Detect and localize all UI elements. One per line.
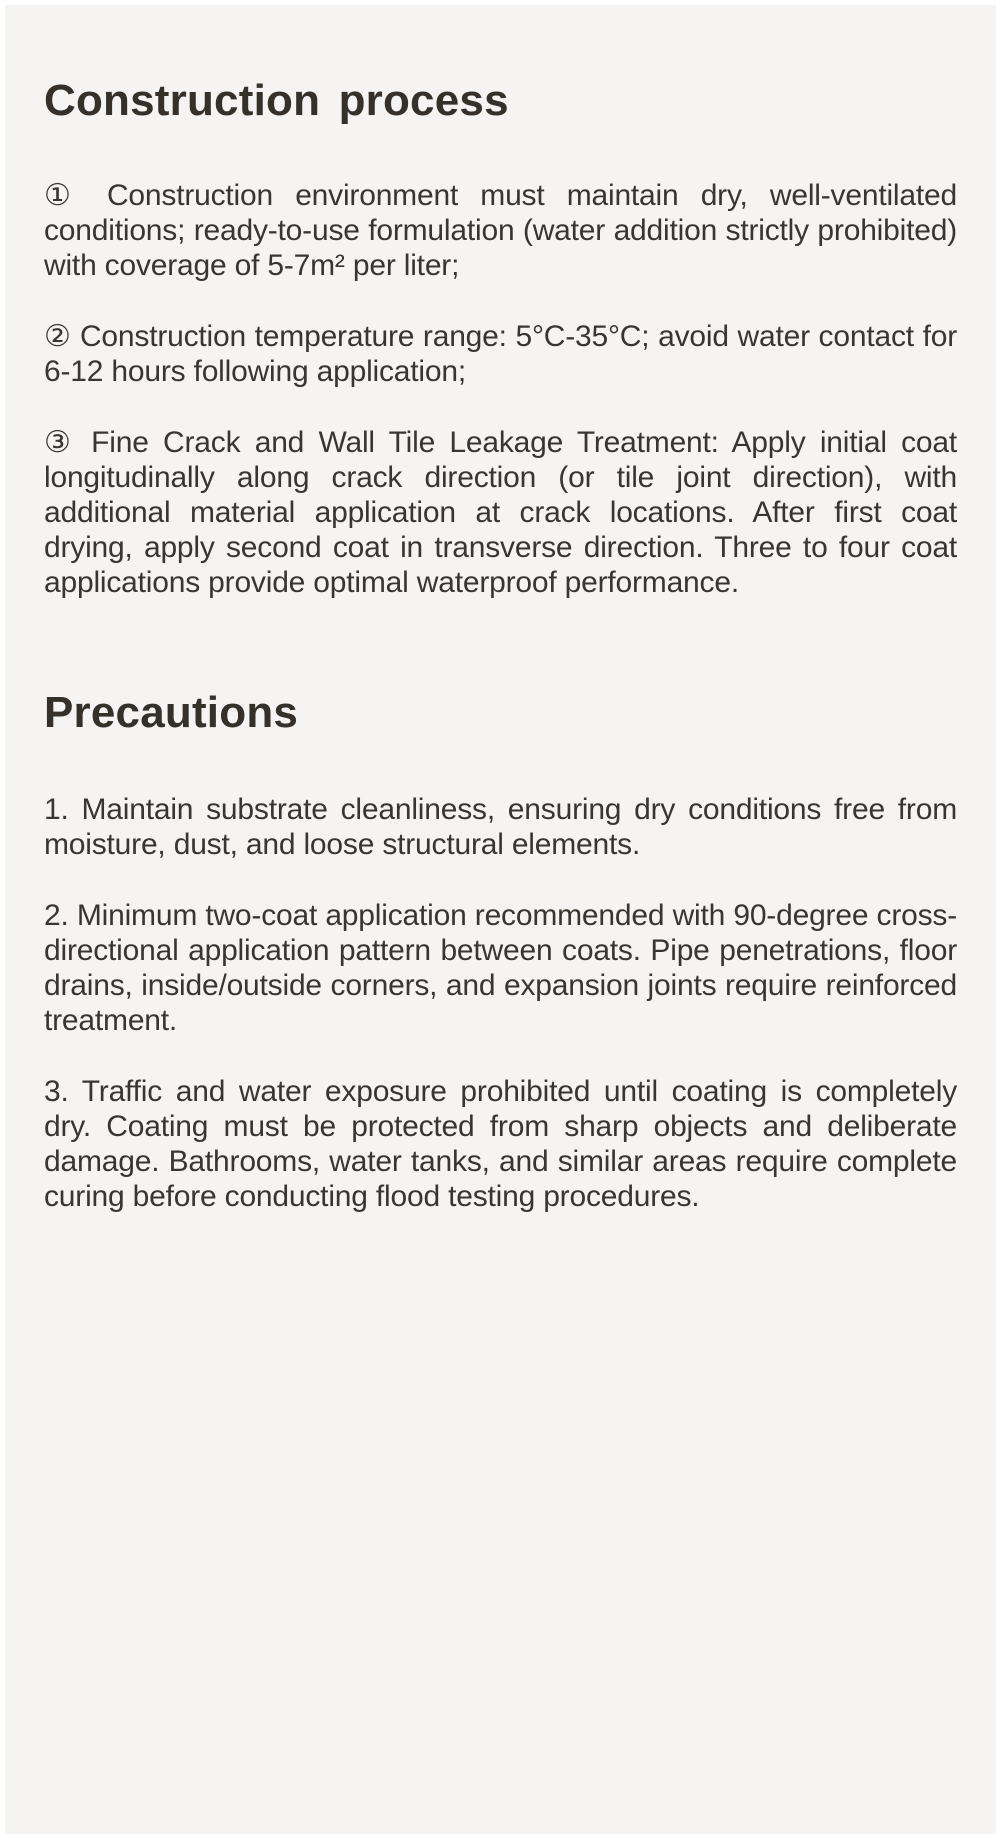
section-heading-precautions: Precautions <box>44 688 299 737</box>
construction-step-1: ① Construction environment must maintain dry, well-ventilated conditions; ready-to-use formulation (water addition strictly prohibited) with coverage of 5-7m² per liter; <box>44 179 957 282</box>
precaution-3: 3. Traffic and water exposure prohibited until coating is completely dry. Coating must be protected from sharp objects and deliberate damage. Bathrooms, water tanks, and similar areas require complete curing before conducting flood testing procedures. <box>44 1075 957 1213</box>
description-panel <box>5 5 996 1834</box>
section-heading-construction-process: Construction process <box>44 76 509 125</box>
precaution-2: 2. Minimum two-coat application recommended with 90-degree cross-directional application pattern between coats. Pipe penetrations, floor drains, inside/outside corners, and expansion joints require reinforced treatment. <box>44 899 957 1037</box>
construction-step-3: ③ Fine Crack and Wall Tile Leakage Treatment: Apply initial coat longitudinally along crack direction (or tile joint direction), with additional material application at crack locations. After first coat drying, apply second coat in transverse direction. Three to four coat applications provide optimal waterproof performance. <box>44 426 957 599</box>
construction-step-2: ② Construction temperature range: 5°C-35°C; avoid water contact for 6-12 hours following application; <box>44 320 957 388</box>
precaution-1: 1. Maintain substrate cleanliness, ensuring dry conditions free from moisture, dust, and loose structural elements. <box>44 793 957 861</box>
